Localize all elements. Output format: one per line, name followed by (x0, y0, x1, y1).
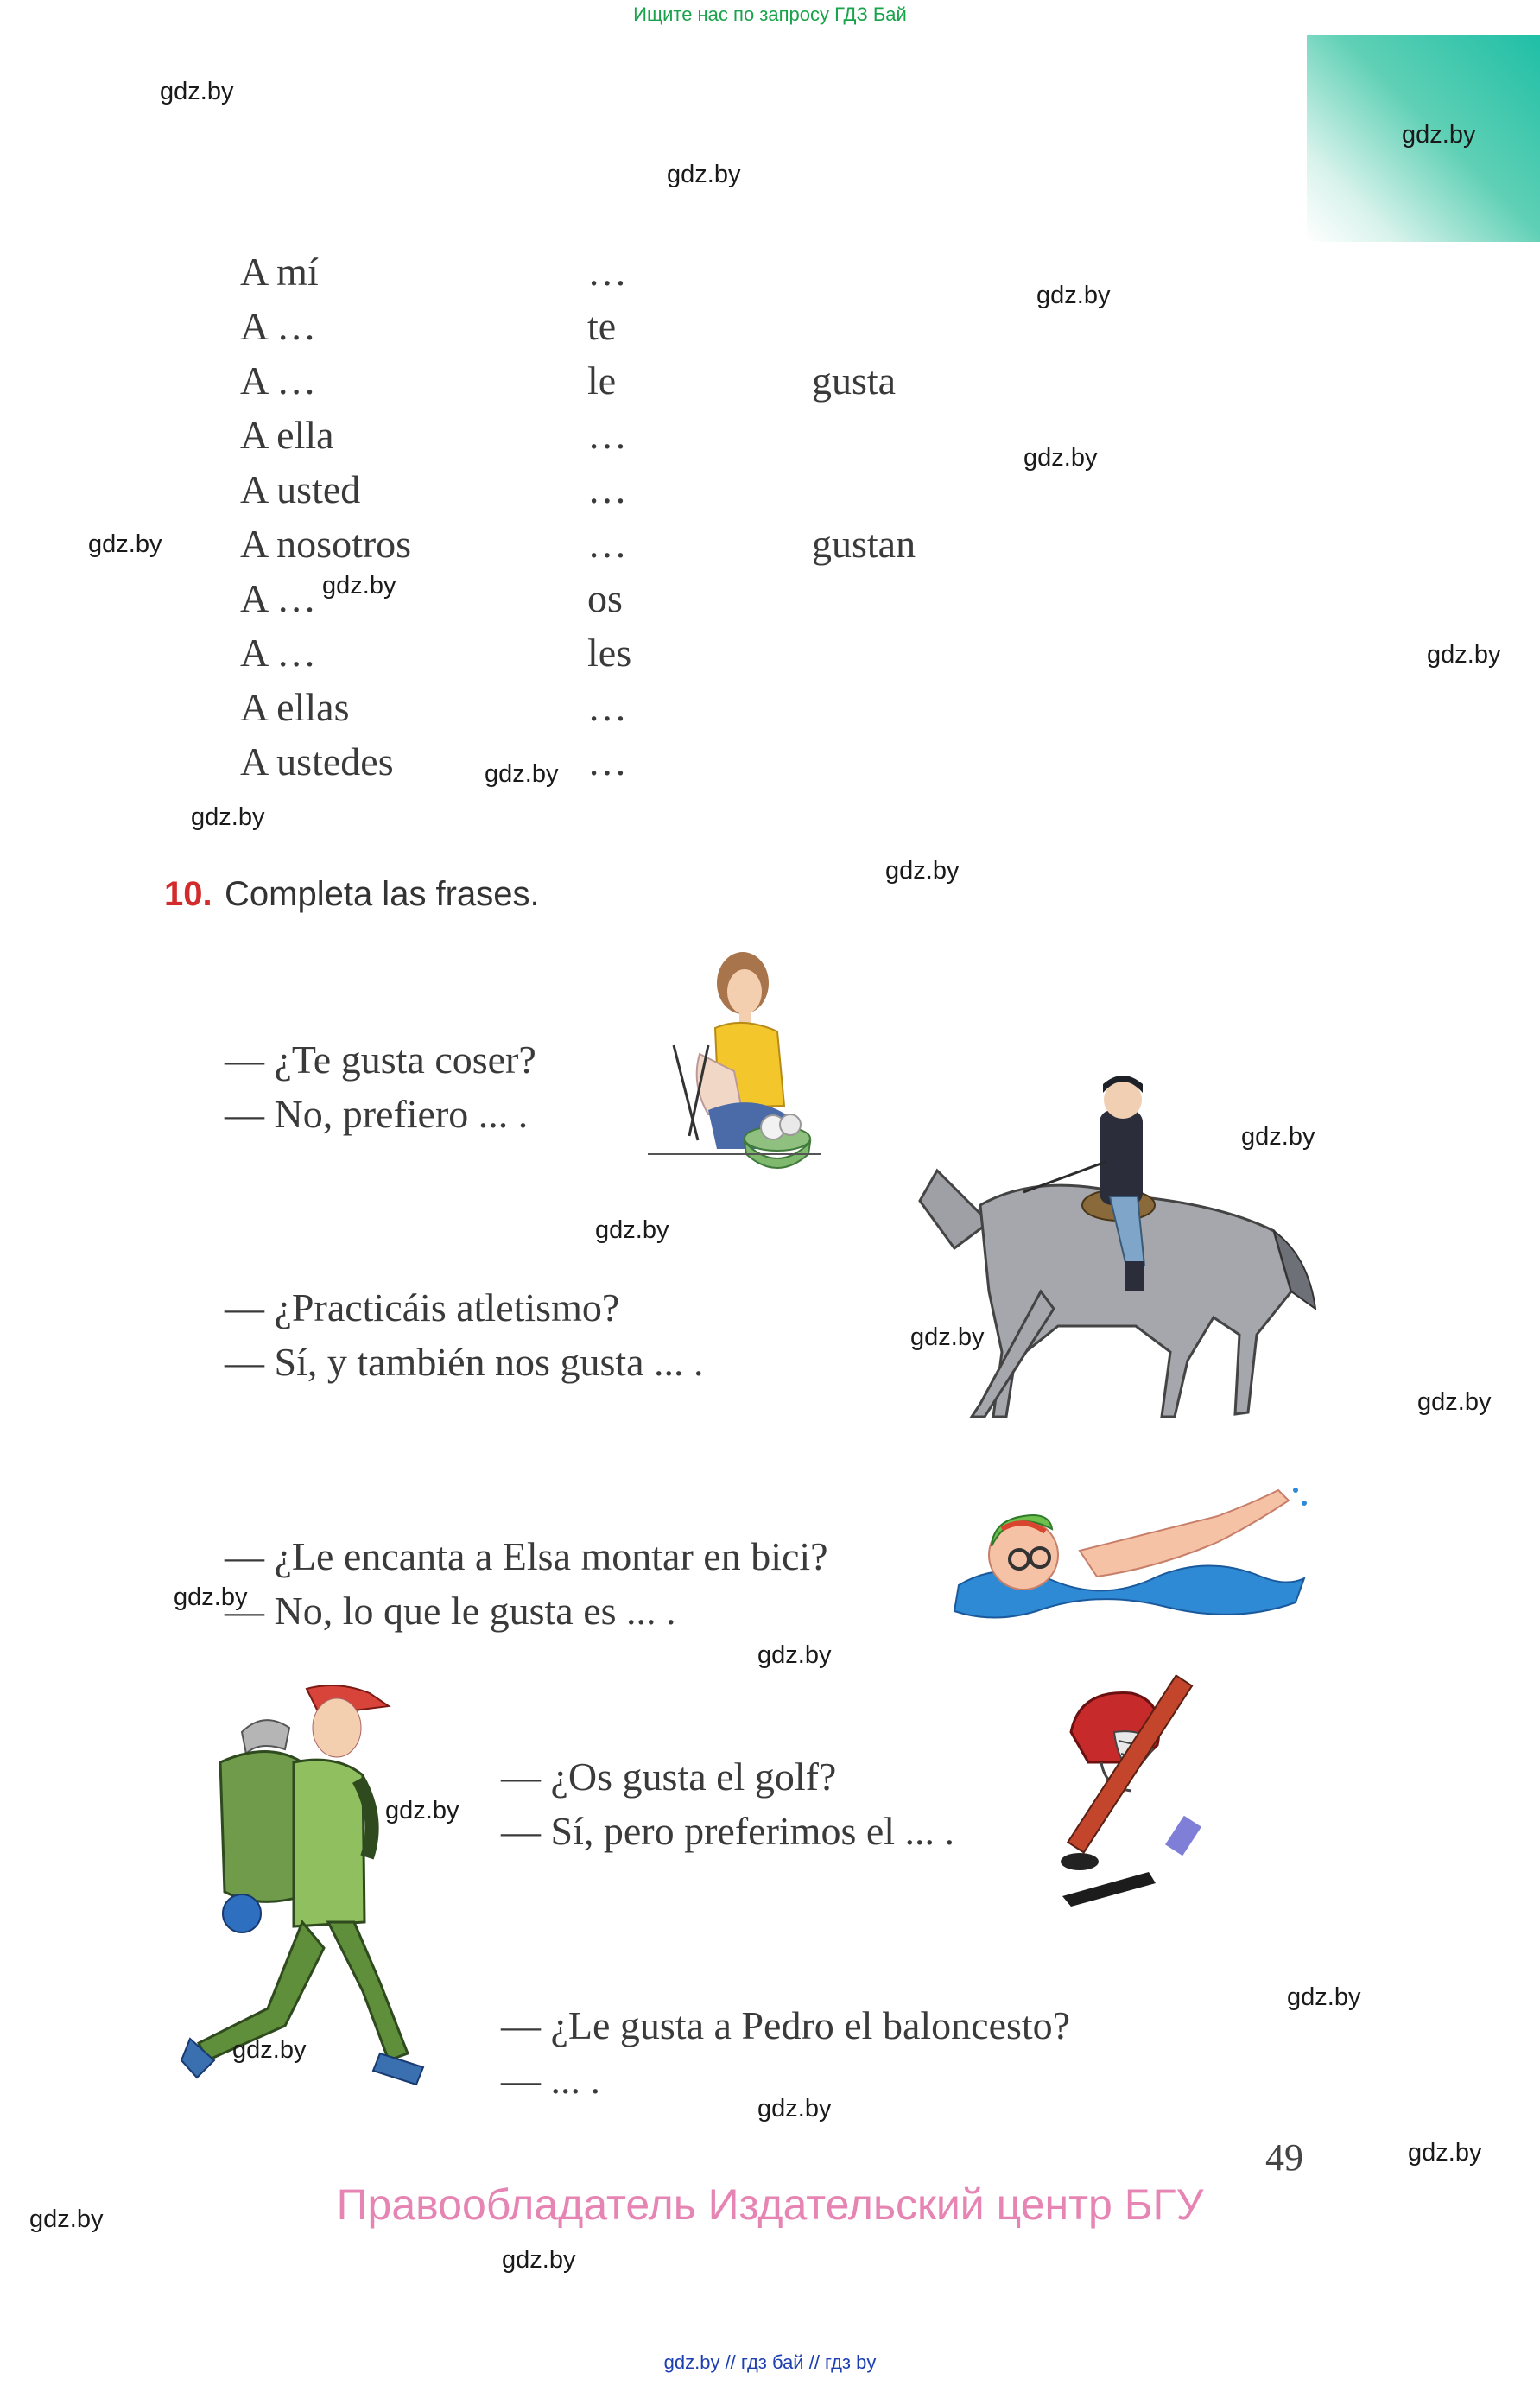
table-pronoun: A … (240, 631, 317, 675)
watermark: gdz.by (385, 1797, 459, 1824)
dialogue-answer: — No, lo que le gusta es ... . (225, 1589, 676, 1633)
dialogue-question: — ¿Le encanta a Elsa montar en bici? (225, 1534, 828, 1578)
watermark: gdz.by (191, 803, 265, 831)
hockey-equipment-illustration (1054, 1680, 1313, 1913)
watermark: gdz.by (1408, 2139, 1482, 2167)
watermark: gdz.by (757, 1641, 832, 1669)
dialogue-answer: — Sí, y también nos gusta ... . (225, 1340, 704, 1384)
table-clitic: … (587, 250, 627, 294)
watermark: gdz.by (502, 2246, 576, 2274)
watermark: gdz.by (485, 760, 559, 788)
exercise-title: Completa las frases. (225, 875, 540, 913)
table-clitic: … (587, 522, 627, 566)
watermark: gdz.by (595, 1216, 669, 1244)
dialogue-question: — ¿Te gusta coser? (225, 1038, 536, 1082)
table-clitic: le (587, 359, 617, 403)
watermark: gdz.by (160, 78, 234, 105)
table-clitic: … (587, 685, 627, 729)
dialogue-question: — ¿Os gusta el golf? (501, 1755, 837, 1799)
table-pronoun: A … (240, 576, 317, 620)
watermark: gdz.by (757, 2095, 832, 2123)
dialogue-question: — ¿Le gusta a Pedro el baloncesto? (501, 2003, 1071, 2047)
watermark: gdz.by (910, 1323, 985, 1351)
table-pronoun: A usted (240, 467, 361, 511)
watermark: gdz.by (322, 572, 396, 600)
watermark: gdz.by (667, 161, 741, 188)
watermark: gdz.by (174, 1583, 248, 1611)
swimmer-illustration (950, 1482, 1313, 1637)
table-clitic: … (587, 467, 627, 511)
table-clitic: les (587, 631, 632, 675)
corner-watermark: gdz.by (1402, 121, 1476, 149)
watermark: gdz.by (1241, 1123, 1315, 1151)
watermark: gdz.by (29, 2205, 104, 2233)
table-clitic: te (587, 304, 617, 348)
watermark: gdz.by (1036, 282, 1111, 309)
watermark: gdz.by (885, 857, 960, 885)
dialogue-question: — ¿Practicáis atletismo? (225, 1285, 620, 1329)
table-clitic: … (587, 739, 627, 784)
table-pronoun: A … (240, 304, 317, 348)
watermark: gdz.by (1023, 444, 1098, 472)
dialogue-answer: — Sí, pero preferimos el ... . (501, 1809, 955, 1853)
bottom-links[interactable]: gdz.by // гдз бай // гдз by (663, 2351, 877, 2373)
grammar-table (0, 0, 1540, 795)
table-pronoun: A nosotros (240, 522, 412, 566)
table-pronoun: A … (240, 359, 317, 403)
watermark: gdz.by (88, 530, 162, 558)
watermark: gdz.by (232, 2036, 307, 2064)
table-pronoun: A ella (240, 413, 334, 457)
table-pronoun: A ellas (240, 685, 350, 729)
table-clitic: os (587, 576, 623, 620)
hiker-illustration (173, 1680, 440, 2095)
exercise-number: 10. (164, 875, 212, 913)
table-pronoun: A mí (240, 250, 319, 294)
table-clitic: … (587, 413, 627, 457)
copyright-footer: Правообладатель Издательский центр БГУ (336, 2180, 1204, 2229)
watermark: gdz.by (1427, 641, 1501, 669)
watermark: gdz.by (1417, 1388, 1492, 1416)
table-verb: gusta (812, 359, 897, 403)
watermark: gdz.by (1287, 1983, 1361, 2011)
dialogue-answer: — No, prefiero ... . (225, 1092, 529, 1136)
table-pronoun: A ustedes (240, 739, 394, 784)
table-verb: gustan (812, 522, 916, 566)
knitting-girl-illustration (639, 942, 829, 1171)
dialogue-answer: — ... . (501, 2058, 600, 2102)
page-number: 49 (1265, 2136, 1303, 2179)
top-banner[interactable]: Ищите нас по запросу ГДЗ Бай (633, 3, 907, 25)
